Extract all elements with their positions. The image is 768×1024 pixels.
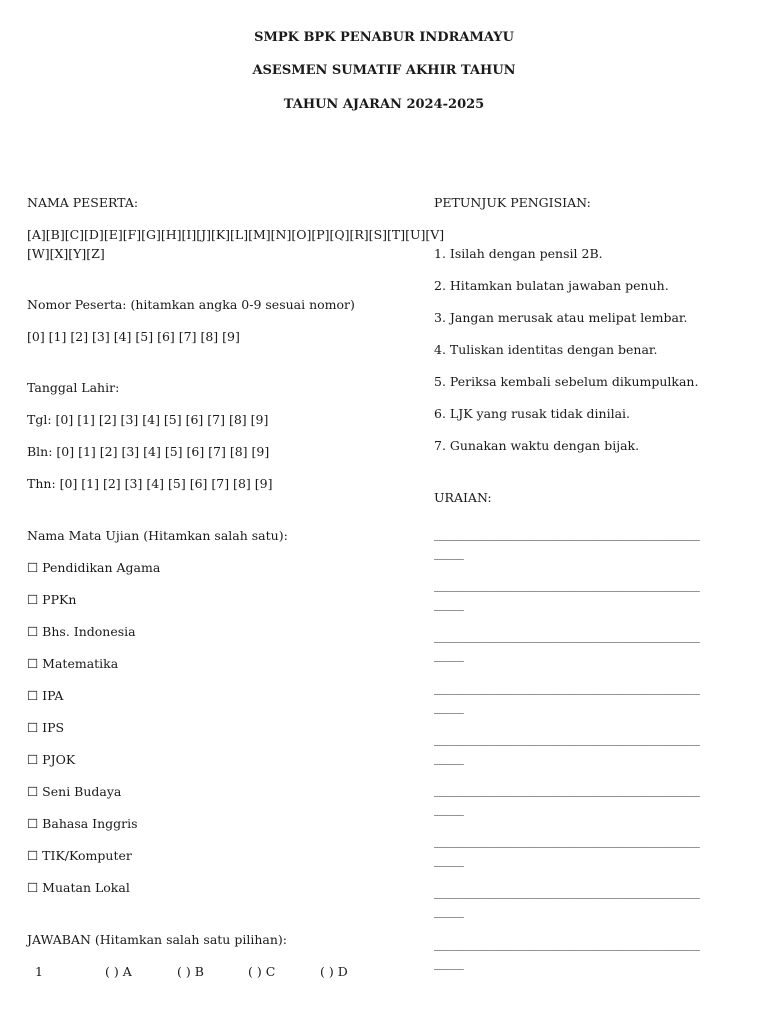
answer-option-a[interactable]: ( ) A: [105, 964, 132, 979]
birth-month-digits: Bln: [0] [1] [2] [3] [4] [5] [6] [7] [8] [9]: [27, 444, 270, 459]
essay-line[interactable]: _____________________________________________: [434, 628, 700, 644]
essay-line-continuation[interactable]: _____: [434, 954, 464, 970]
instruction-item: 1. Isilah dengan pensil 2B.: [434, 246, 603, 261]
essay-line[interactable]: _____________________________________________: [434, 782, 700, 797]
school-name: SMPK BPK PENABUR INDRAMAYU: [254, 30, 514, 45]
essay-label: URAIAN:: [434, 490, 492, 505]
instructions-label: PETUNJUK PENGISIAN:: [434, 195, 591, 210]
birth-day-digits: Tgl: [0] [1] [2] [3] [4] [5] [6] [7] [8] [9]: [27, 412, 269, 427]
subject-option[interactable]: ☐ Bhs. Indonesia: [27, 624, 136, 639]
essay-line-continuation[interactable]: _____: [434, 596, 464, 612]
subject-option[interactable]: ☐ PPKn: [27, 592, 77, 607]
essay-line-continuation[interactable]: _____: [434, 801, 464, 816]
essay-line-continuation[interactable]: _____: [434, 852, 464, 868]
name-label: NAMA PESERTA:: [27, 195, 139, 210]
instruction-item: 6. LJK yang rusak tidak dinilai.: [434, 406, 630, 421]
answer-number: 1: [35, 964, 43, 979]
essay-line[interactable]: _____________________________________________: [434, 577, 700, 593]
subject-option[interactable]: ☐ Matematika: [27, 656, 119, 671]
instruction-item: 4. Tuliskan identitas dengan benar.: [434, 342, 658, 357]
essay-line[interactable]: _____________________________________________: [434, 526, 700, 541]
essay-line-continuation[interactable]: _____: [434, 698, 464, 714]
essay-line[interactable]: _____________________________________________: [434, 730, 700, 746]
instruction-item: 5. Periksa kembali sebelum dikumpulkan.: [434, 374, 699, 389]
alphabet-grid-line-2: [W][X][Y][Z]: [27, 246, 105, 261]
answer-option-d[interactable]: ( ) D: [320, 964, 348, 979]
essay-line-continuation[interactable]: _____: [434, 647, 464, 663]
answer-option-b[interactable]: ( ) B: [177, 964, 204, 979]
essay-line[interactable]: _____________________________________________: [434, 935, 700, 951]
subject-option[interactable]: ☐ TIK/Komputer: [27, 848, 132, 863]
participant-number-digits: [0] [1] [2] [3] [4] [5] [6] [7] [8] [9]: [27, 329, 240, 344]
subject-option[interactable]: ☐ Muatan Lokal: [27, 880, 130, 895]
instruction-item: 2. Hitamkan bulatan jawaban penuh.: [434, 278, 669, 293]
subject-option[interactable]: ☐ Seni Budaya: [27, 784, 122, 799]
essay-line[interactable]: _____________________________________________: [434, 833, 700, 849]
subject-option[interactable]: ☐ IPA: [27, 688, 64, 703]
essay-line-continuation[interactable]: _____: [434, 749, 464, 765]
answer-label: JAWABAN (Hitamkan salah satu pilihan):: [27, 932, 287, 947]
exam-title: ASESMEN SUMATIF AKHIR TAHUN: [252, 63, 516, 78]
subject-option[interactable]: ☐ Bahasa Inggris: [27, 816, 138, 831]
subject-label: Nama Mata Ujian (Hitamkan salah satu):: [27, 528, 288, 543]
subject-option[interactable]: ☐ Pendidikan Agama: [27, 560, 161, 575]
participant-number-label: Nomor Peserta: (hitamkan angka 0-9 sesuai nomor): [27, 297, 355, 312]
subject-option[interactable]: ☐ PJOK: [27, 752, 76, 767]
alphabet-grid-line-1: [A][B][C][D][E][F][G][H][I][J][K][L][M][N][O][P][Q][R][S][T][U][V]: [27, 227, 445, 242]
academic-year: TAHUN AJARAN 2024-2025: [283, 97, 485, 112]
birth-date-label: Tanggal Lahir:: [27, 380, 120, 395]
instruction-item: 7. Gunakan waktu dengan bijak.: [434, 438, 640, 453]
answer-option-c[interactable]: ( ) C: [248, 964, 276, 979]
birth-year-digits: Thn: [0] [1] [2] [3] [4] [5] [6] [7] [8] [9]: [27, 476, 273, 491]
essay-line[interactable]: _____________________________________________: [434, 884, 700, 900]
essay-line-continuation[interactable]: _____: [434, 903, 464, 919]
subject-option[interactable]: ☐ IPS: [27, 720, 65, 735]
essay-line-continuation[interactable]: _____: [434, 545, 464, 560]
instruction-item: 3. Jangan merusak atau melipat lembar.: [434, 310, 688, 325]
essay-line[interactable]: _____________________________________________: [434, 679, 700, 695]
